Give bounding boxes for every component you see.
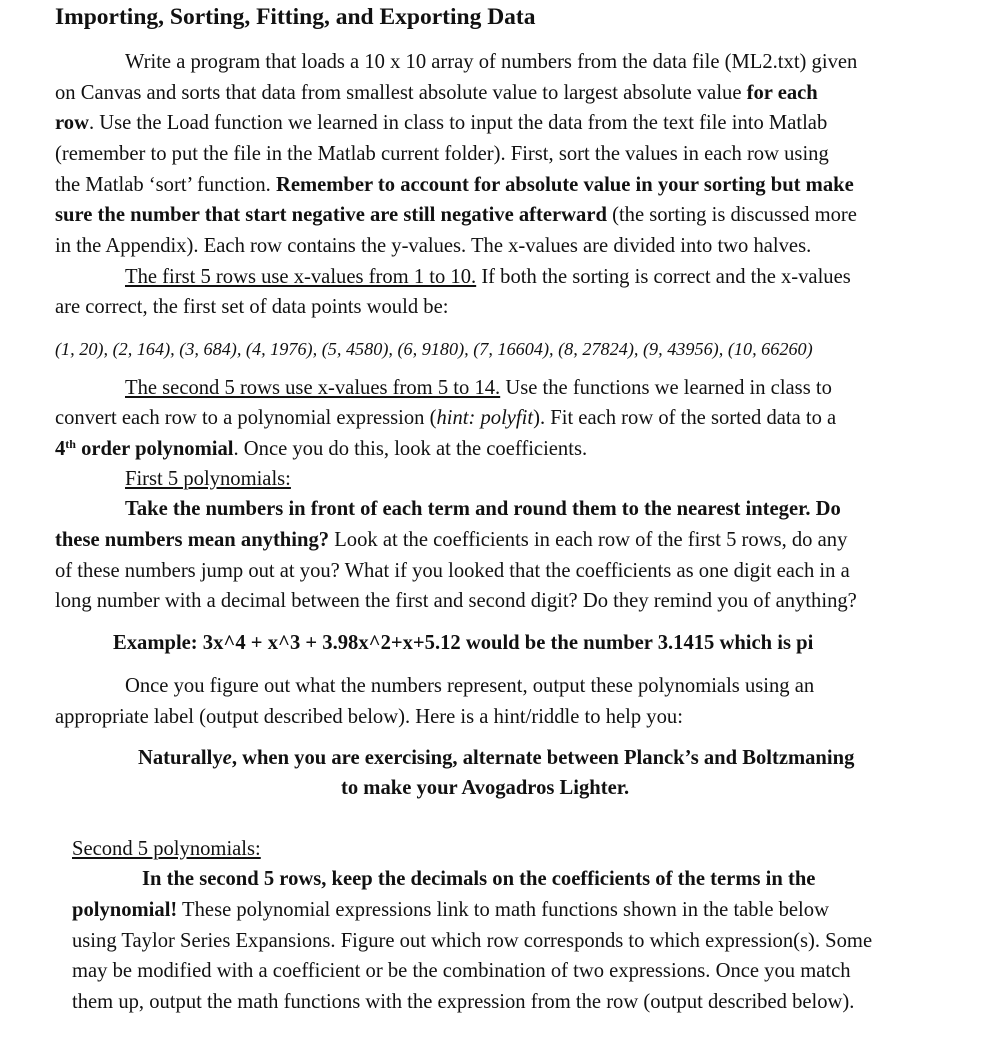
riddle-line1-a: Naturally [138, 747, 223, 769]
first5-line2-text: Look at the coefficients in each row of the first 5 rows, do any [329, 529, 848, 551]
riddle-line1 [138, 745, 854, 771]
riddle-line1-c: , when you are exercising, alternate between Planck’s and Boltzmaning [231, 747, 855, 769]
first-data-points: (1, 20), (2, 164), (3, 684), (4, 1976), (5, 4580), (6, 9180), (7, 16604), (8, 27824), (9, 43956), (10, 66260) [55, 339, 813, 359]
second5-line2 [72, 897, 829, 923]
riddle-line1-e: e [222, 747, 232, 769]
example-line: Example: 3x^4 + x^3 + 3.98x^2+x+5.12 would be the number 3.1415 which is pi [113, 632, 814, 654]
para2-line1-text: If both the sorting is correct and the x-values [476, 266, 851, 288]
para4-line2: appropriate label (output described below). Here is a hint/riddle to help you: [55, 706, 683, 728]
para1-line3-text: . Use the Load function we learned in class to input the data from the text file into Matlab [88, 112, 828, 134]
riddle-line2: to make your Avogadros Lighter. [341, 777, 630, 799]
para1-line2 [55, 80, 818, 106]
second5-line2-text: These polynomial expressions link to math functions shown in the table below [177, 899, 829, 921]
para1-line3-bold: row [55, 112, 89, 134]
para3-line3-superscript: th [65, 437, 76, 451]
first5-line3: of these numbers jump out at you? What if you looked that the coefficients as one digit each in a [55, 560, 850, 582]
para1-line3 [55, 110, 827, 136]
page-title: Importing, Sorting, Fitting, and Exporting Data [55, 4, 536, 30]
para1-line6 [55, 202, 857, 228]
para1-line6-bold: sure the number that start negative are still negative afterward [55, 204, 607, 226]
para3-line2-hint: hint: polyfit [436, 407, 534, 429]
para2-line1 [125, 264, 851, 290]
second5-line3: using Taylor Series Expansions. Figure out which row corresponds to which expression(s). Some [72, 930, 873, 952]
first5-line2-bold: these numbers mean anything? [55, 529, 330, 551]
para4-line1: Once you figure out what the numbers represent, output these polynomials using an [125, 675, 815, 697]
para3-line2 [55, 405, 836, 431]
first5-line2 [55, 527, 847, 553]
para1-line7: in the Appendix). Each row contains the y-values. The x-values are divided into two halves. [55, 235, 812, 257]
first5-heading: First 5 polynomials: [125, 468, 291, 490]
first5-line1: Take the numbers in front of each term and round them to the nearest integer. Do [125, 498, 841, 520]
para1-line5-bold: Remember to account for absolute value in your sorting but make [275, 174, 854, 196]
para1-line1: Write a program that loads a 10 x 10 array of numbers from the data file (ML2.txt) given [125, 51, 858, 73]
para3-line1 [125, 375, 832, 401]
para3-line1-text: Use the functions we learned in class to [500, 377, 832, 399]
para3-line3-bold: order polynomial [75, 438, 234, 460]
para3-line2-text-c: ). Fit each row of the sorted data to a [533, 407, 837, 429]
para2-line1-underlined: The first 5 rows use x-values from 1 to 10. [125, 266, 477, 288]
para3-line3-number: 4 [55, 438, 66, 460]
para3-line3 [55, 436, 587, 462]
para1-line5 [55, 172, 854, 198]
para3-line1-underlined: The second 5 rows use x-values from 5 to 14. [125, 377, 501, 399]
second5-heading: Second 5 polynomials: [72, 838, 261, 860]
second5-line5: them up, output the math functions with the expression from the row (output described below). [72, 991, 855, 1013]
para3-line2-text-a: convert each row to a polynomial expression ( [55, 407, 437, 429]
second5-line2-bold: polynomial! [72, 899, 178, 921]
para1-line2-bold: for each [746, 82, 818, 104]
para1-line2-text: on Canvas and sorts that data from smallest absolute value to largest absolute value [55, 82, 747, 104]
second5-line4: may be modified with a coefficient or be the combination of two expressions. Once you match [72, 960, 851, 982]
para2-line2: are correct, the first set of data points would be: [55, 296, 449, 318]
para1-line4: (remember to put the file in the Matlab current folder). First, sort the values in each row using [55, 143, 829, 165]
para1-line6-text: (the sorting is discussed more [606, 204, 857, 226]
first5-line4: long number with a decimal between the first and second digit? Do they remind you of anything? [55, 590, 857, 612]
second5-line1: In the second 5 rows, keep the decimals on the coefficients of the terms in the [142, 868, 816, 890]
para3-line3-text: . Once you do this, look at the coefficients. [233, 438, 588, 460]
para1-line5-text: the Matlab ‘sort’ function. [55, 174, 276, 196]
